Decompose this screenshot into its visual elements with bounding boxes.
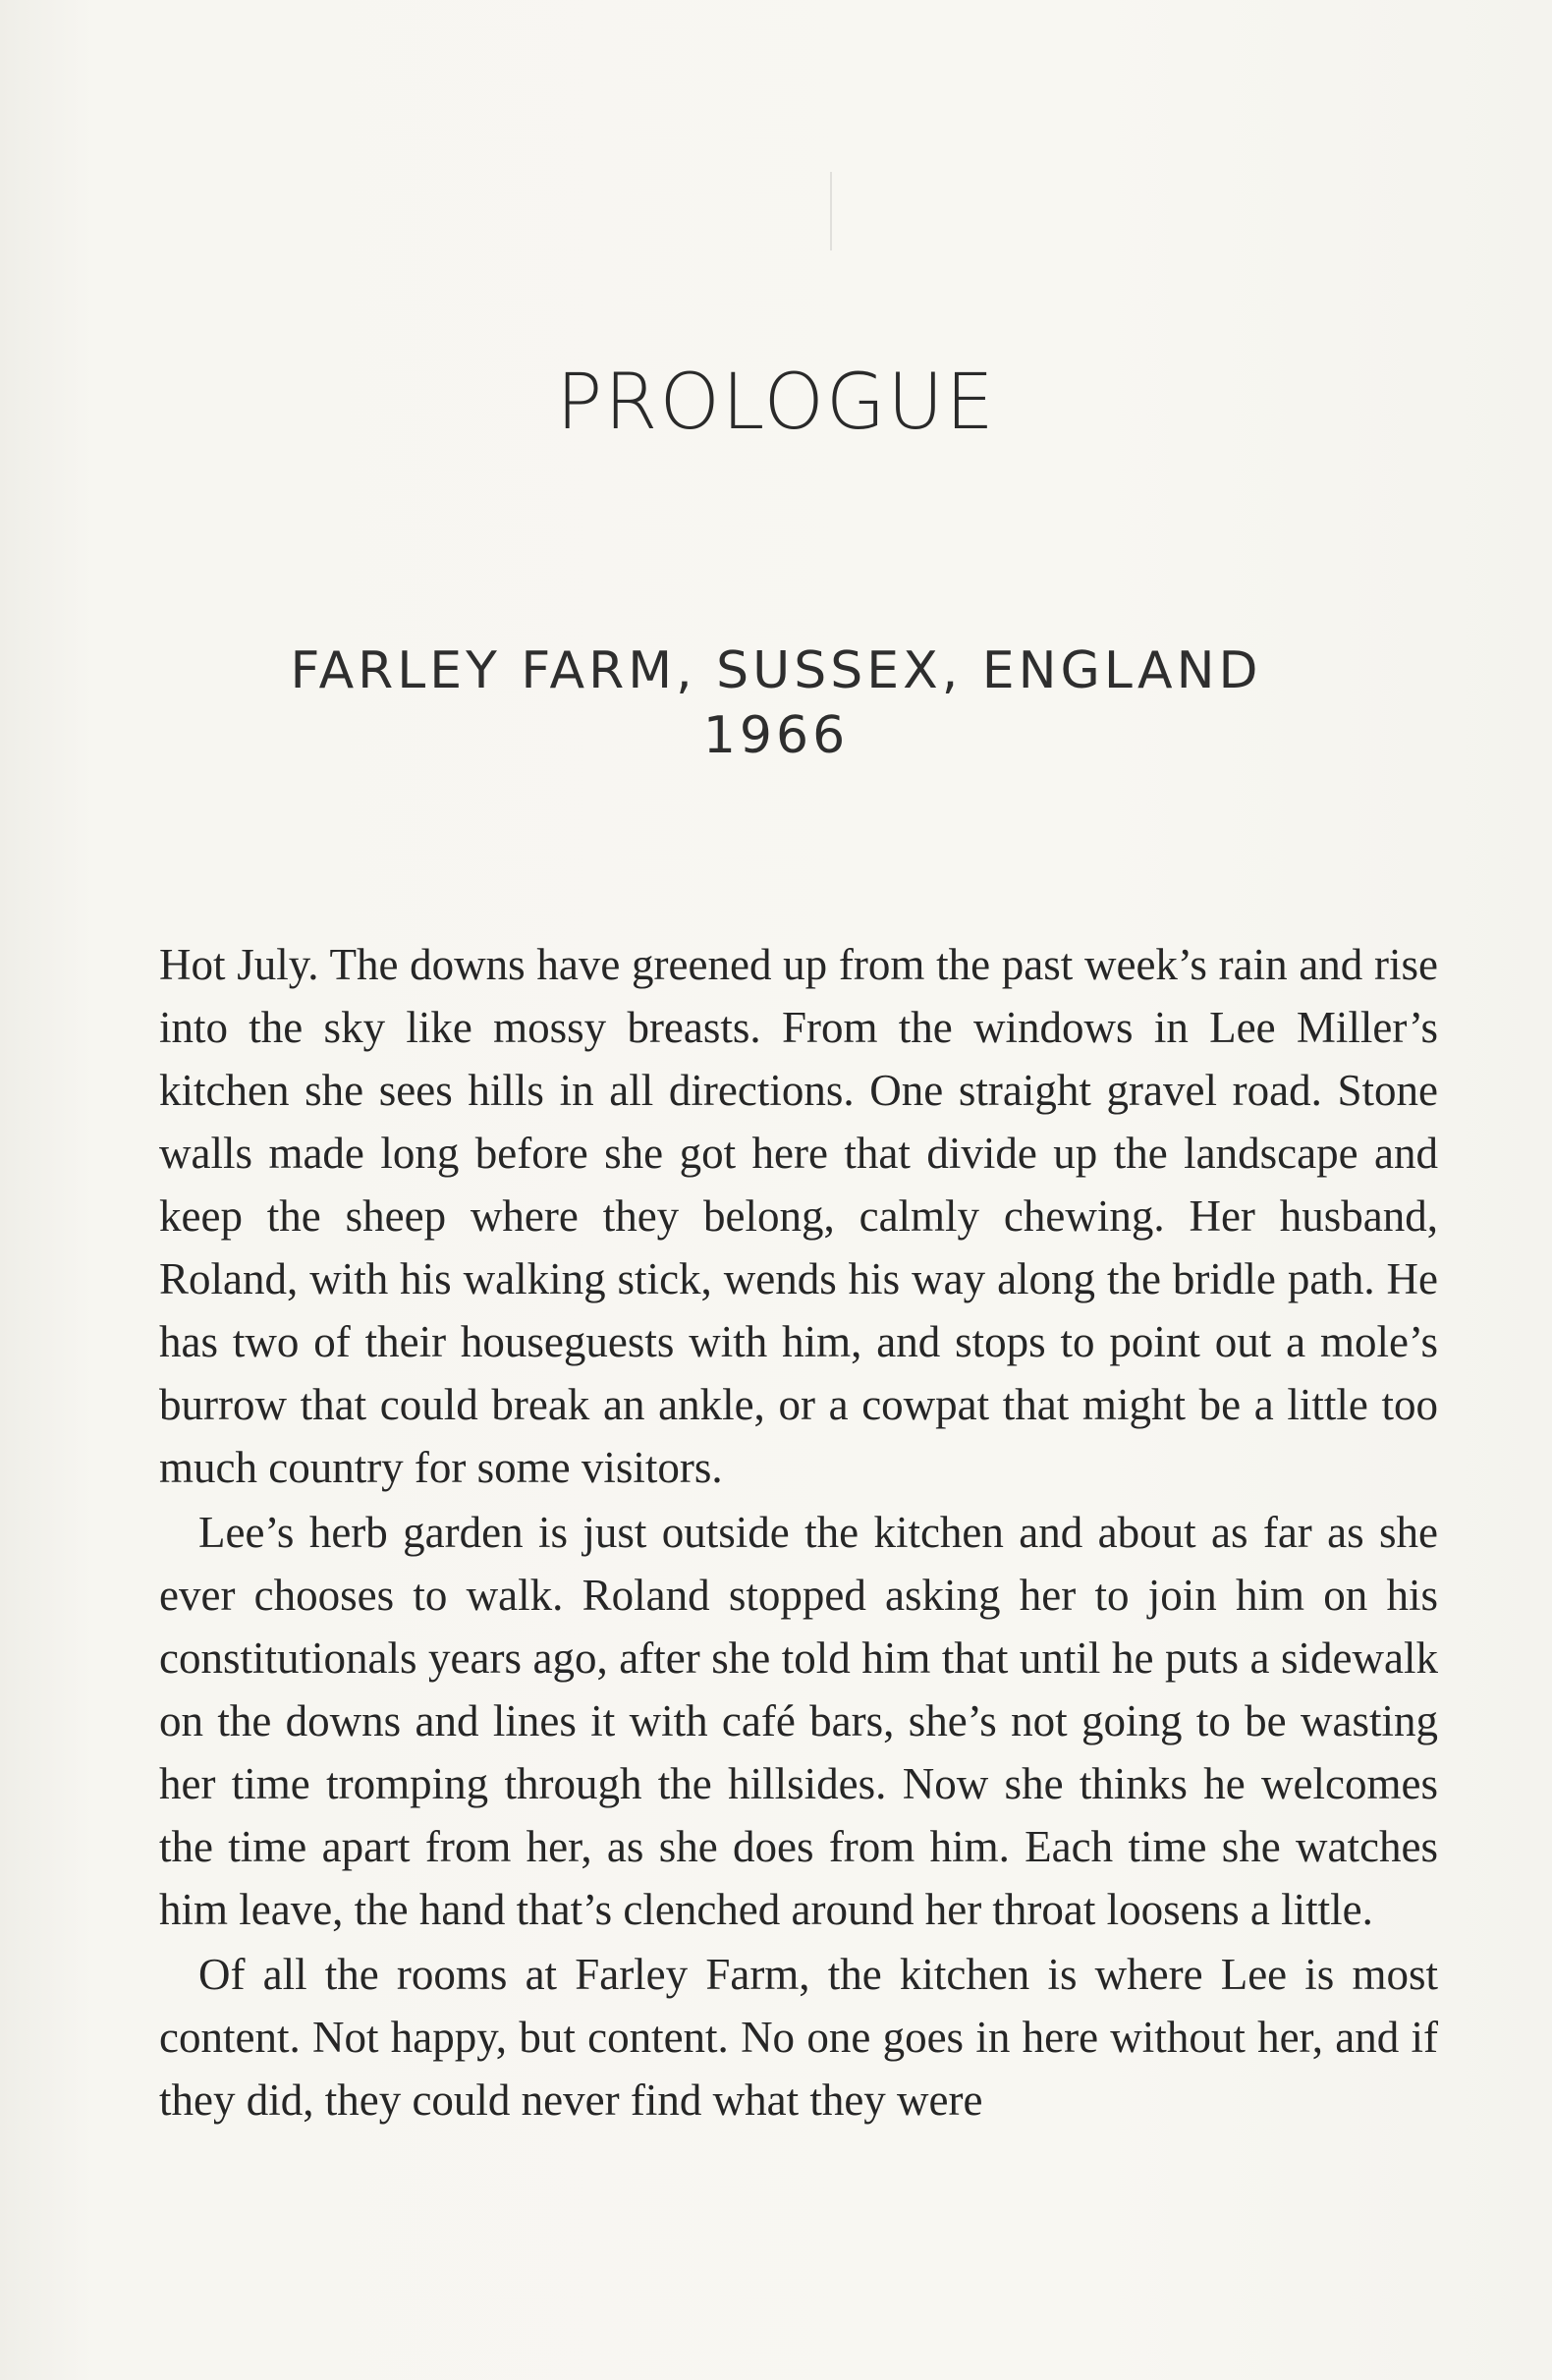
- setting-place: FARLEY FARM, SUSSEX, ENGLAND: [290, 641, 1262, 700]
- setting-year: 1966: [702, 706, 850, 765]
- body-text: [159, 933, 1438, 2133]
- paragraph-3: Of all the rooms at Farley Farm, the kitchen is where Lee is most content. Not happy, but content. No one goes in here without her, and if they did, they could never find what they were: [159, 1950, 1438, 2125]
- scan-artifact: [830, 172, 832, 250]
- chapter-setting: [0, 638, 1552, 768]
- paragraph-1: Hot July. The downs have greened up from the past week’s rain and rise into the sky like mossy breasts. From the windows in Lee Miller’s kitchen she sees hills in all directions. One straight gravel road. Stone walls made long before she got here that divide up the landscape and keep the sheep where they belong, calmly chewing. Her husband, Roland, with his walking stick, wends his way along the bridle path. He has two of their houseguests with him, and stops to point out a mole’s burrow that could break an ankle, or a cowpat that might be a little too much country for some visitors.: [159, 940, 1438, 1492]
- paragraph-2: Lee’s herb garden is just outside the kitchen and about as far as she ever chooses to walk. Roland stopped asking her to join him on his constitutionals years ago, after she told him that until he puts a sidewalk on the downs and lines it with café bars, she’s not going to be wasting her time tromping through the hillsides. Now she thinks he welcomes the time apart from her, as she does from him. Each time she watches him leave, the hand that’s clenched around her throat loosens a little.: [159, 1508, 1438, 1934]
- chapter-title: PROLOGUE: [556, 359, 996, 447]
